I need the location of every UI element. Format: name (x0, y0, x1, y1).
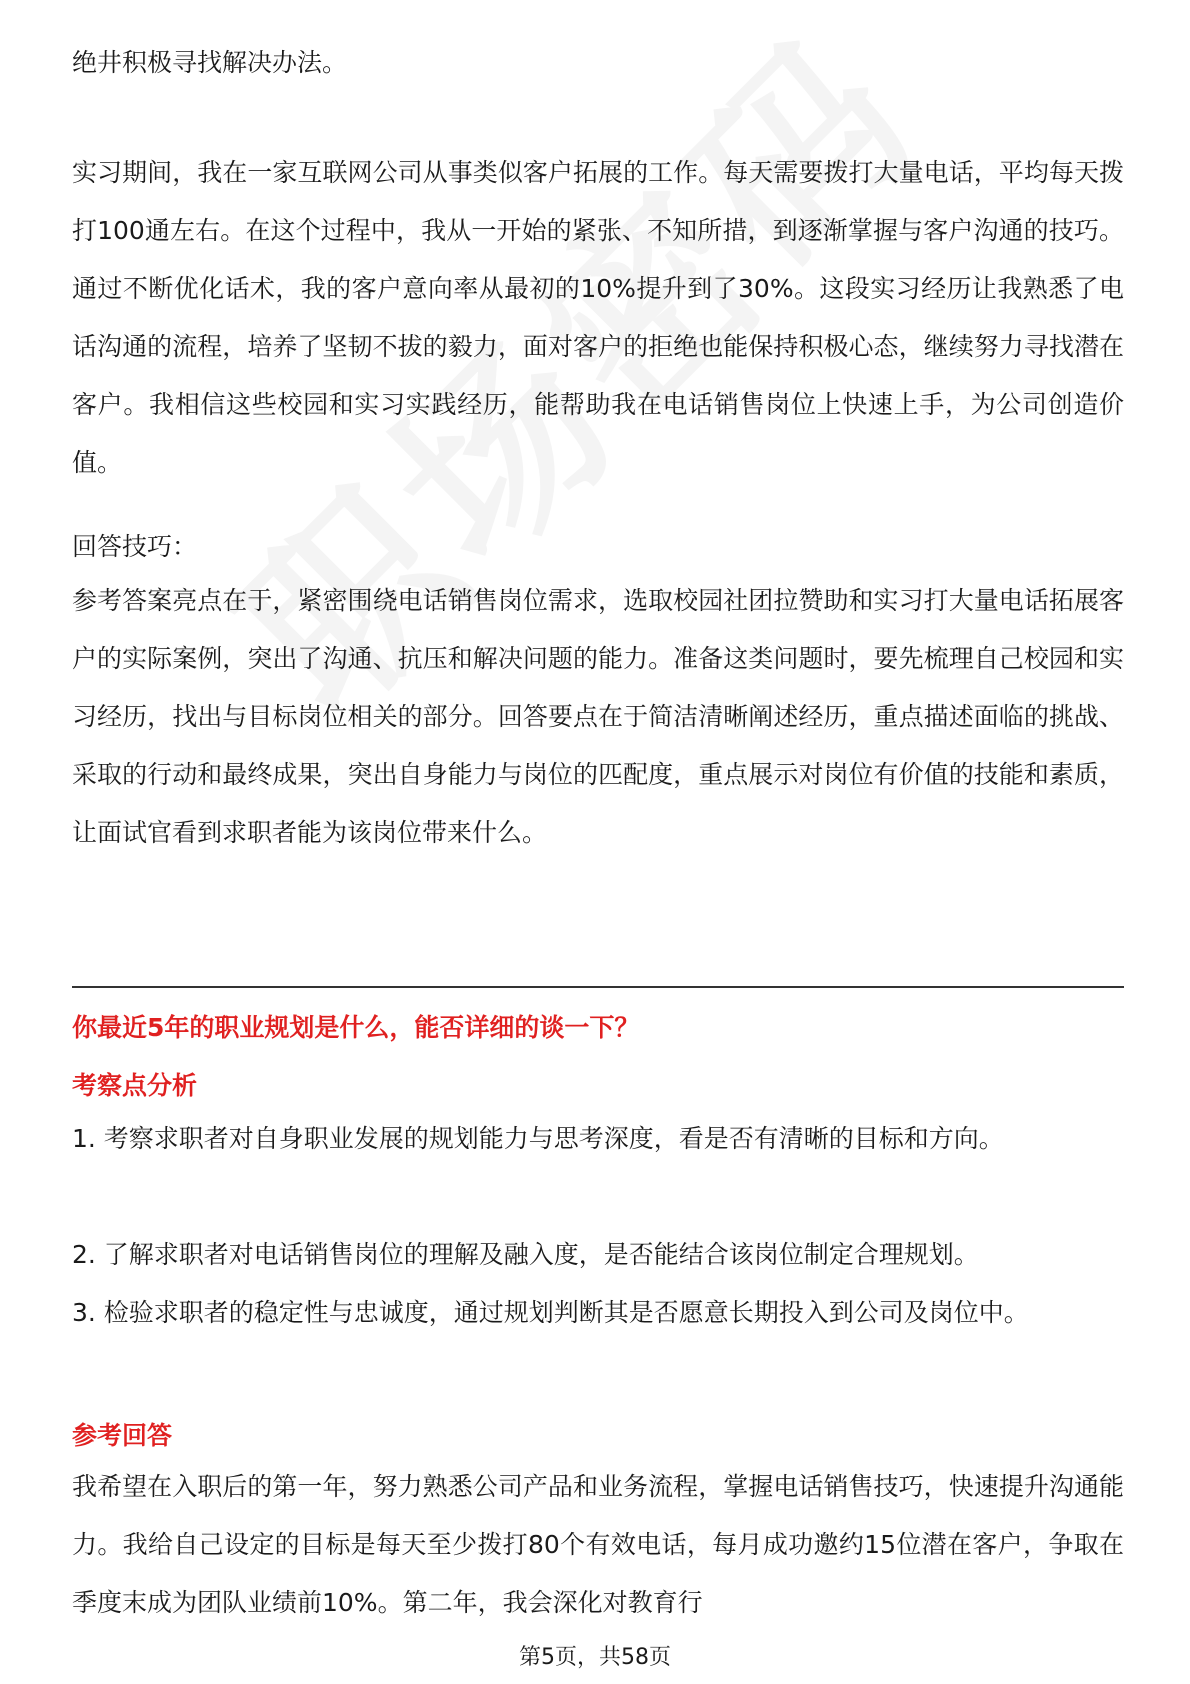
question-heading: 你最近5年的职业规划是什么，能否详细的谈一下？ (72, 1013, 640, 1042)
document-page (72, 0, 1124, 1684)
answer-heading: 参考回答 (72, 1421, 173, 1450)
tips-label: 回答技巧： (72, 532, 198, 561)
analysis-heading: 考察点分析 (72, 1071, 198, 1100)
answer-body: 我希望在入职后的第一年，努力熟悉公司产品和业务流程，掌握电话销售技巧，快速提升沟通能力。我给自己设定的目标是每天至少拨打80个有效电话，每月成功邀约15位潜在客户，争取在季度末成为团队业绩前10%。第二年，我会深化对教育行 (72, 1472, 1124, 1617)
analysis-point-2: 2. 了解求职者对电话销售岗位的理解及融入度，是否能结合该岗位制定合理规划。 (72, 1240, 979, 1269)
section-divider (72, 986, 1124, 988)
paragraph-intro-tail: 绝井积极寻找解决办法。 (72, 48, 348, 77)
tips-body: 参考答案亮点在于，紧密围绕电话销售岗位需求，选取校园社团拉赞助和实习打大量电话拓展客户的实际案例，突出了沟通、抗压和解决问题的能力。准备这类问题时，要先梳理自己校园和实习经历，找出与目标岗位相关的部分。回答要点在于简洁清晰阐述经历，重点描述面临的挑战、采取的行动和最终成果，突出自身能力与岗位的匹配度，重点展示对岗位有价值的技能和素质，让面试官看到求职者能为该岗位带来什么。 (72, 586, 1124, 847)
analysis-point-1: 1. 考察求职者对自身职业发展的规划能力与思考深度，看是否有清晰的目标和方向。 (72, 1124, 1004, 1153)
page-footer: 第5页，共58页 (519, 1645, 671, 1670)
analysis-point-3: 3. 检验求职者的稳定性与忠诚度，通过规划判断其是否愿意长期投入到公司及岗位中。 (72, 1298, 1029, 1327)
paragraph-internship: 实习期间，我在一家互联网公司从事类似客户拓展的工作。每天需要拨打大量电话，平均每天拨打100通左右。在这个过程中，我从一开始的紧张、不知所措，到逐渐掌握与客户沟通的技巧。通过不断优化话术，我的客户意向率从最初的10%提升到了30%。这段实习经历让我熟悉了电话沟通的流程，培养了坚韧不拔的毅力，面对客户的拒绝也能保持积极心态，继续努力寻找潜在客户。我相信这些校园和实习实践经历，能帮助我在电话销售岗位上快速上手，为公司创造价值。 (72, 158, 1124, 477)
